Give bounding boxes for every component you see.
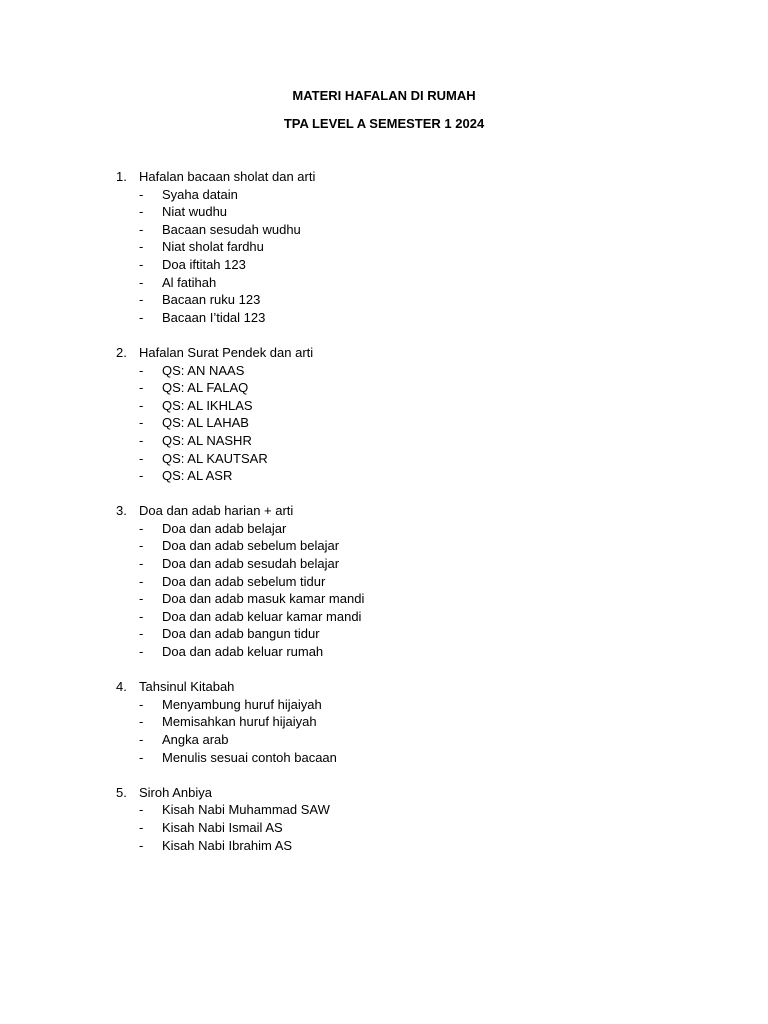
list-item-dash: - xyxy=(139,468,144,484)
list-item xyxy=(0,801,768,819)
list-item-text: Doa dan adab sebelum belajar xyxy=(162,538,340,554)
list-item-dash: - xyxy=(139,274,144,290)
list-item-dash: - xyxy=(139,256,144,272)
list-item xyxy=(0,309,768,327)
list-item-text: Kisah Nabi Muhammad SAW xyxy=(162,802,330,818)
list-item-text: Kisah Nabi Ibrahim AS xyxy=(162,837,293,853)
list-item-text: QS: AL IKHLAS xyxy=(162,397,253,413)
list-item xyxy=(0,238,768,256)
list-item-text: Kisah Nabi Ismail AS xyxy=(162,819,283,835)
list-item-dash: - xyxy=(139,380,144,396)
list-item xyxy=(0,731,768,749)
section-title: Hafalan Surat Pendek dan arti xyxy=(139,344,314,360)
list-item-dash: - xyxy=(139,714,144,730)
list-item xyxy=(0,291,768,309)
section-number: 3. xyxy=(116,503,127,519)
list-section xyxy=(0,784,768,854)
list-item xyxy=(0,256,768,274)
list-item xyxy=(0,362,768,380)
section-heading xyxy=(0,502,768,520)
list-item-text: QS: AL KAUTSAR xyxy=(162,450,268,466)
section-title: Hafalan bacaan sholat dan arti xyxy=(139,169,316,184)
list-item-text: QS: AL LAHAB xyxy=(162,415,249,431)
list-item-dash: - xyxy=(139,309,144,325)
list-item-text: Doa dan adab sebelum tidur xyxy=(162,573,326,589)
list-item-dash: - xyxy=(139,362,144,378)
list-item xyxy=(0,203,768,221)
list-item-dash: - xyxy=(139,819,144,835)
list-item-dash: - xyxy=(139,696,144,712)
list-item-dash: - xyxy=(139,450,144,466)
list-item-text: Syaha datain xyxy=(162,186,238,202)
list-item xyxy=(0,274,768,292)
list-item-text: QS: AN NAAS xyxy=(162,362,245,378)
section-number: 2. xyxy=(116,344,127,360)
section-item-list xyxy=(0,801,768,854)
list-item-text: QS: AL NASHR xyxy=(162,432,252,448)
section-title: Siroh Anbiya xyxy=(139,784,212,800)
list-item xyxy=(0,643,768,661)
list-section xyxy=(0,678,768,766)
list-item xyxy=(0,397,768,415)
list-item-dash: - xyxy=(139,432,144,448)
list-section xyxy=(0,502,768,660)
list-item-text: Menulis sesuai contoh bacaan xyxy=(162,749,337,765)
list-item-text: Angka arab xyxy=(162,732,229,747)
list-item-dash: - xyxy=(139,837,144,853)
list-item xyxy=(0,520,768,538)
document-subtitle: TPA LEVEL A SEMESTER 1 2024 xyxy=(283,116,485,131)
list-section xyxy=(0,344,768,485)
list-item xyxy=(0,414,768,432)
list-item-dash: - xyxy=(139,397,144,413)
list-item xyxy=(0,379,768,397)
section-title: Doa dan adab harian + arti xyxy=(139,503,294,519)
list-item-dash: - xyxy=(139,556,144,572)
section-heading xyxy=(0,344,768,362)
list-item xyxy=(0,625,768,643)
list-item-text: Niat sholat fardhu xyxy=(162,239,264,255)
document-body xyxy=(0,168,768,872)
list-item-dash: - xyxy=(139,626,144,642)
list-item-text: Doa dan adab keluar kamar mandi xyxy=(162,608,362,624)
list-item xyxy=(0,555,768,573)
list-item-dash: - xyxy=(139,644,144,660)
list-item xyxy=(0,221,768,239)
list-item-dash: - xyxy=(139,591,144,607)
section-item-list xyxy=(0,520,768,661)
list-item xyxy=(0,432,768,450)
list-item-dash: - xyxy=(139,749,144,765)
list-item-text: Niat wudhu xyxy=(162,204,228,220)
section-number: 4. xyxy=(116,679,127,695)
section-heading xyxy=(0,678,768,696)
list-item-dash: - xyxy=(139,415,144,431)
list-item-dash: - xyxy=(139,292,144,308)
section-number: 1. xyxy=(116,169,127,184)
document-title: MATERI HAFALAN DI RUMAH xyxy=(292,88,476,103)
list-item xyxy=(0,713,768,731)
list-item xyxy=(0,467,768,485)
list-item-text: Bacaan I’tidal 123 xyxy=(162,309,266,325)
list-item xyxy=(0,608,768,626)
list-item-dash: - xyxy=(139,608,144,624)
section-item-list xyxy=(0,696,768,766)
list-item xyxy=(0,749,768,767)
list-item-dash: - xyxy=(139,221,144,237)
list-item-dash: - xyxy=(139,520,144,536)
list-item-text: QS: AL FALAQ xyxy=(162,380,249,396)
list-item-text: Doa dan adab bangun tidur xyxy=(162,626,320,642)
list-item-dash: - xyxy=(139,573,144,589)
section-heading xyxy=(0,784,768,802)
section-item-list xyxy=(0,186,768,327)
list-item-text: Al fatihah xyxy=(162,274,217,290)
list-section xyxy=(0,168,768,326)
list-item xyxy=(0,696,768,714)
section-item-list xyxy=(0,362,768,485)
list-item-text: Menyambung huruf hijaiyah xyxy=(162,696,322,712)
list-item xyxy=(0,590,768,608)
list-item xyxy=(0,837,768,855)
list-item-dash: - xyxy=(139,802,144,818)
list-item xyxy=(0,819,768,837)
list-item-dash: - xyxy=(139,204,144,220)
section-number: 5. xyxy=(116,784,127,800)
list-item-text: Bacaan ruku 123 xyxy=(162,292,261,308)
list-item-text: QS: AL ASR xyxy=(162,468,233,484)
list-item-text: Doa dan adab belajar xyxy=(162,520,287,536)
list-item xyxy=(0,450,768,468)
list-item-dash: - xyxy=(139,538,144,554)
list-item xyxy=(0,186,768,204)
list-item-text: Doa iftitah 123 xyxy=(162,256,246,272)
list-item xyxy=(0,537,768,555)
section-heading xyxy=(0,168,768,186)
list-item-dash: - xyxy=(139,239,144,255)
list-item-dash: - xyxy=(139,732,144,747)
section-title: Tahsinul Kitabah xyxy=(139,679,235,695)
list-item-text: Doa dan adab sesudah belajar xyxy=(162,556,340,572)
list-item-dash: - xyxy=(139,186,144,202)
list-item-text: Bacaan sesudah wudhu xyxy=(162,221,301,237)
list-item xyxy=(0,573,768,591)
list-item-text: Memisahkan huruf hijaiyah xyxy=(162,714,317,730)
list-item-text: Doa dan adab masuk kamar mandi xyxy=(162,591,365,607)
list-item-text: Doa dan adab keluar rumah xyxy=(162,644,324,660)
